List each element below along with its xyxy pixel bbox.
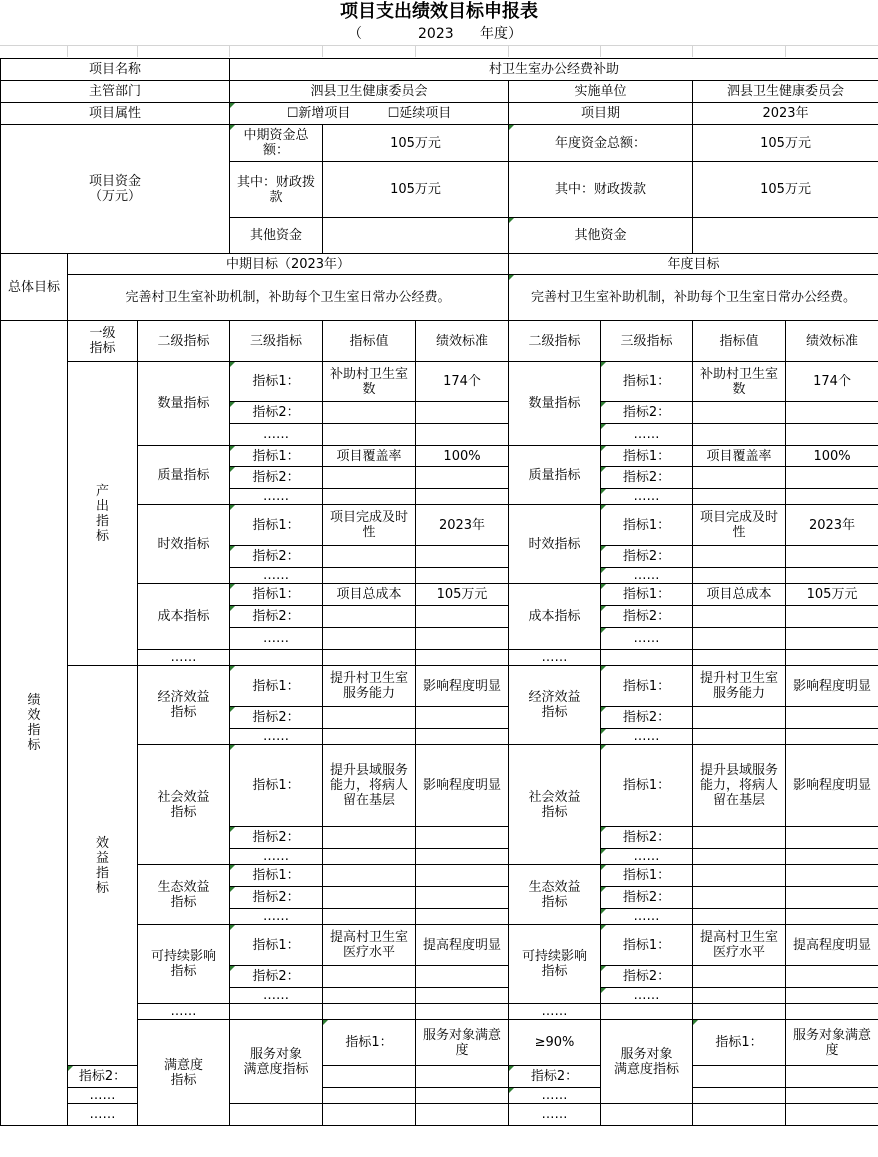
indicator1: 指标1： [323,1020,416,1066]
empty-cell [416,1104,509,1126]
cost-label: 成本指标 [138,584,230,650]
quality-value: 项目覆盖率 [323,446,416,467]
impl-unit-value: 泗县卫生健康委员会 [693,81,878,103]
value-header-year: 指标值 [693,321,786,362]
empty-cell [416,729,509,745]
quality-standard-year: 100% [786,446,878,467]
empty-cell [416,909,509,925]
social-value: 提升县域服务能力，将病人留在基层 [323,745,416,827]
empty-cell [693,424,786,446]
indicator1-year: 指标1： [601,745,693,827]
impl-unit-label: 实施单位 [509,81,693,103]
empty-cell [416,988,509,1004]
empty-cell [416,887,509,909]
indicator2: 指标2： [230,402,323,424]
empty-cell [786,402,878,424]
year-fiscal-label: 其中：财政拨款 [509,162,693,218]
level1-header: 一级 指标 [68,321,138,362]
empty-cell [323,988,416,1004]
timeliness-value: 项目完成及时性 [323,505,416,546]
project-name-label: 项目名称 [1,59,230,81]
ellipsis: …… [601,729,693,745]
empty-cell [323,729,416,745]
empty-cell [416,827,509,849]
empty-cell [416,1066,509,1088]
empty-cell [786,827,878,849]
mid-goal-header: 中期目标（2023年） [68,254,509,275]
empty-cell [323,849,416,865]
ellipsis: …… [230,909,323,925]
year-goal-header: 年度目标 [509,254,878,275]
indicator2-year: 指标2： [601,467,693,489]
indicator1: 指标1： [230,584,323,606]
indicator1-year: 指标1： [601,505,693,546]
indicator2-year: 指标2： [601,606,693,628]
indicator1-year: 指标1： [601,925,693,966]
indicator2: 指标2： [68,1066,138,1088]
empty-cell [786,467,878,489]
empty-cell [786,1104,878,1126]
continue-project-checkbox[interactable]: ☐延续项目 [387,106,452,121]
benefit-indicators-label: 效 益 指 标 [68,666,138,1066]
empty-cell [786,606,878,628]
ecological-label: 生态效益 指标 [138,865,230,925]
year-fiscal-value: 105万元 [693,162,878,218]
mid-fiscal-label: 其中：财政拨款 [230,162,323,218]
empty-cell [323,707,416,729]
indicator1: 指标1： [230,446,323,467]
empty-cell [693,1104,786,1126]
social-value-year: 提升县域服务能力，将病人留在基层 [693,745,786,827]
indicator1-year: 指标1： [601,362,693,402]
empty-cell [323,909,416,925]
empty-cell [693,827,786,849]
economic-value: 提升村卫生室服务能力 [323,666,416,707]
empty-cell [416,424,509,446]
level2-header: 二级指标 [138,321,230,362]
empty-cell [230,1004,323,1020]
sustain-standard-year: 提高程度明显 [786,925,878,966]
empty-cell [786,729,878,745]
indicator2: 指标2： [230,966,323,988]
empty-cell [601,1004,693,1020]
ellipsis: …… [601,568,693,584]
indicator2-year: 指标2： [601,887,693,909]
indicator2-year: 指标2： [601,707,693,729]
empty-cell [786,489,878,505]
empty-cell [323,887,416,909]
empty-cell [693,606,786,628]
ellipsis: …… [509,1088,601,1104]
empty-cell [230,1104,323,1126]
empty-cell [693,546,786,568]
sustain-label-year: 可持续影响 指标 [509,925,601,1004]
indicator1-year: 指标1： [601,666,693,707]
social-label-year: 社会效益 指标 [509,745,601,865]
indicator2-year: 指标2： [601,546,693,568]
ellipsis: …… [68,1088,138,1104]
ellipsis: …… [230,568,323,584]
empty-cell [786,424,878,446]
indicator1-year: 指标1： [693,1020,786,1066]
empty-cell [323,628,416,650]
empty-cell [786,887,878,909]
sustain-standard: 提高程度明显 [416,925,509,966]
dept-value: 泗县卫生健康委员会 [230,81,509,103]
economic-value-year: 提升村卫生室服务能力 [693,666,786,707]
empty-cell [416,966,509,988]
period-value: 2023年 [693,103,878,125]
indicator2: 指标2： [230,467,323,489]
empty-cell [693,729,786,745]
indicator1: 指标1： [230,666,323,707]
empty-cell [416,568,509,584]
ellipsis: …… [601,988,693,1004]
mid-fiscal-value: 105万元 [323,162,509,218]
empty-cell [323,827,416,849]
ellipsis: …… [230,489,323,505]
empty-cell [601,650,693,666]
sheet-gridlines [0,45,878,57]
cost-standard-year: 105万元 [786,584,878,606]
period-label: 项目期 [509,103,693,125]
social-label: 社会效益 指标 [138,745,230,865]
timeliness-standard-year: 2023年 [786,505,878,546]
quality-value-year: 项目覆盖率 [693,446,786,467]
output-more: …… [138,650,230,666]
timeliness-label-year: 时效指标 [509,505,601,584]
cost-value-year: 项目总成本 [693,584,786,606]
social-standard: 影响程度明显 [416,745,509,827]
empty-cell [416,707,509,729]
value-header: 指标值 [323,321,416,362]
mid-total-label: 中期资金总额： [230,125,323,162]
empty-cell [786,1066,878,1088]
funds-label: 项目资金 （万元） [1,125,230,254]
empty-cell [693,909,786,925]
indicator1: 指标1： [230,745,323,827]
project-attr-label: 项目属性 [1,103,230,125]
dept-label: 主管部门 [1,81,230,103]
mid-goal-text: 完善村卫生室补助机制，补助每个卫生室日常办公经费。 [68,275,509,321]
empty-cell [786,849,878,865]
empty-cell [786,1088,878,1104]
empty-cell [323,568,416,584]
empty-cell [693,849,786,865]
quality-standard: 100% [416,446,509,467]
indicator2-year: 指标2： [601,827,693,849]
empty-cell [416,489,509,505]
subtitle-open-paren: （ [348,26,362,42]
empty-cell [323,865,416,887]
empty-cell [693,988,786,1004]
service-value-year: 服务对象满意度 [786,1020,878,1066]
project-attr-options [230,103,509,125]
ellipsis: …… [601,424,693,446]
empty-cell [693,467,786,489]
year-other-label: 其他资金 [509,218,693,254]
ellipsis: …… [601,628,693,650]
empty-cell [693,966,786,988]
empty-cell [693,887,786,909]
ellipsis: …… [230,849,323,865]
empty-cell [323,402,416,424]
cost-value: 项目总成本 [323,584,416,606]
service-label-year: 服务对象 满意度指标 [601,1020,693,1104]
timeliness-value-year: 项目完成及时性 [693,505,786,546]
subtitle-suffix: 年度） [480,26,522,42]
empty-cell [786,546,878,568]
standard-header: 绩效标准 [416,321,509,362]
economic-standard: 影响程度明显 [416,666,509,707]
perf-indicators-label: 绩 效 指 标 [1,321,68,1126]
empty-cell [786,650,878,666]
service-standard: ≥90% [509,1020,601,1066]
empty-cell [416,849,509,865]
empty-cell [693,1004,786,1020]
empty-cell [323,489,416,505]
empty-cell [323,546,416,568]
empty-cell [416,1004,509,1020]
empty-cell [323,650,416,666]
service-value: 服务对象满意度 [416,1020,509,1066]
sustain-value: 提高村卫生室医疗水平 [323,925,416,966]
indicator1-year: 指标1： [601,865,693,887]
indicator1: 指标1： [230,505,323,546]
empty-cell [323,1004,416,1020]
empty-cell [786,865,878,887]
output-indicators-label: 产 出 指 标 [68,362,138,666]
indicator2: 指标2： [230,707,323,729]
mid-other-label: 其他资金 [230,218,323,254]
performance-form-table [0,58,878,1126]
indicator1-year: 指标1： [601,584,693,606]
benefit-more: …… [138,1004,230,1020]
empty-cell [416,650,509,666]
empty-cell [416,606,509,628]
timeliness-label: 时效指标 [138,505,230,584]
ellipsis: …… [601,909,693,925]
empty-cell [416,628,509,650]
quantity-value-year: 补助村卫生室数 [693,362,786,402]
empty-cell [693,628,786,650]
empty-cell [323,966,416,988]
project-name-value: 村卫生室办公经费补助 [230,59,878,81]
sustain-label: 可持续影响 指标 [138,925,230,1004]
level3-header: 三级指标 [230,321,323,362]
ellipsis: …… [601,849,693,865]
empty-cell [786,707,878,729]
quantity-label-year: 数量指标 [509,362,601,446]
indicator2: 指标2： [230,606,323,628]
satisfaction-more: …… [68,1104,138,1126]
cost-label-year: 成本指标 [509,584,601,650]
ellipsis: …… [230,729,323,745]
empty-cell [416,546,509,568]
indicator1-year: 指标1： [601,446,693,467]
standard-header-year: 绩效标准 [786,321,878,362]
ellipsis: …… [230,628,323,650]
indicator2-year: 指标2： [509,1066,601,1088]
empty-cell [693,650,786,666]
economic-label-year: 经济效益 指标 [509,666,601,745]
economic-standard-year: 影响程度明显 [786,666,878,707]
empty-cell [323,467,416,489]
empty-cell [323,424,416,446]
mid-total-value: 105万元 [323,125,509,162]
benefit-more-year: …… [509,1004,601,1020]
overall-goal-label: 总体目标 [1,254,68,321]
economic-label: 经济效益 指标 [138,666,230,745]
empty-cell [786,988,878,1004]
indicator2: 指标2： [230,827,323,849]
empty-cell [693,1066,786,1088]
empty-cell [786,628,878,650]
empty-cell [416,467,509,489]
mid-other-value [323,218,509,254]
quality-label: 质量指标 [138,446,230,505]
empty-cell [601,1104,693,1126]
ellipsis: …… [230,988,323,1004]
quantity-standard-year: 174个 [786,362,878,402]
level3-header-year: 三级指标 [601,321,693,362]
quantity-label: 数量指标 [138,362,230,446]
empty-cell [693,865,786,887]
empty-cell [693,489,786,505]
level2-header-year: 二级指标 [509,321,601,362]
empty-cell [230,650,323,666]
empty-cell [323,1066,416,1088]
ellipsis: …… [601,489,693,505]
output-more-year: …… [509,650,601,666]
empty-cell [693,707,786,729]
empty-cell [693,1088,786,1104]
indicator1: 指标1： [230,925,323,966]
empty-cell [693,402,786,424]
form-subtitle [0,23,878,45]
year-total-label: 年度资金总额： [509,125,693,162]
indicator1: 指标1： [230,362,323,402]
empty-cell [786,909,878,925]
year-other-value [693,218,878,254]
year-goal-text: 完善村卫生室补助机制，补助每个卫生室日常办公经费。 [509,275,878,321]
ellipsis: …… [230,424,323,446]
satisfaction-more-year: …… [509,1104,601,1126]
cost-standard: 105万元 [416,584,509,606]
social-standard-year: 影响程度明显 [786,745,878,827]
indicator2: 指标2： [230,546,323,568]
quality-label-year: 质量指标 [509,446,601,505]
empty-cell [786,1004,878,1020]
empty-cell [786,966,878,988]
empty-cell [323,1088,416,1104]
sustain-value-year: 提高村卫生室医疗水平 [693,925,786,966]
indicator1: 指标1： [230,865,323,887]
empty-cell [416,1088,509,1104]
quantity-standard: 174个 [416,362,509,402]
new-project-checkbox[interactable]: ☐新增项目 [286,106,351,121]
service-label: 服务对象 满意度指标 [230,1020,323,1104]
ecological-label-year: 生态效益 指标 [509,865,601,925]
empty-cell [416,402,509,424]
quantity-value: 补助村卫生室数 [323,362,416,402]
empty-cell [323,606,416,628]
empty-cell [786,568,878,584]
indicator2-year: 指标2： [601,966,693,988]
year-total-value: 105万元 [693,125,878,162]
satisfaction-indicators-label: 满意度 指标 [138,1020,230,1126]
timeliness-standard: 2023年 [416,505,509,546]
empty-cell [693,568,786,584]
form-title: 项目支出绩效目标申报表 [340,1,538,22]
indicator2-year: 指标2： [601,402,693,424]
indicator2: 指标2： [230,887,323,909]
empty-cell [323,1104,416,1126]
subtitle-year: 2023 [418,26,454,42]
empty-cell [416,865,509,887]
